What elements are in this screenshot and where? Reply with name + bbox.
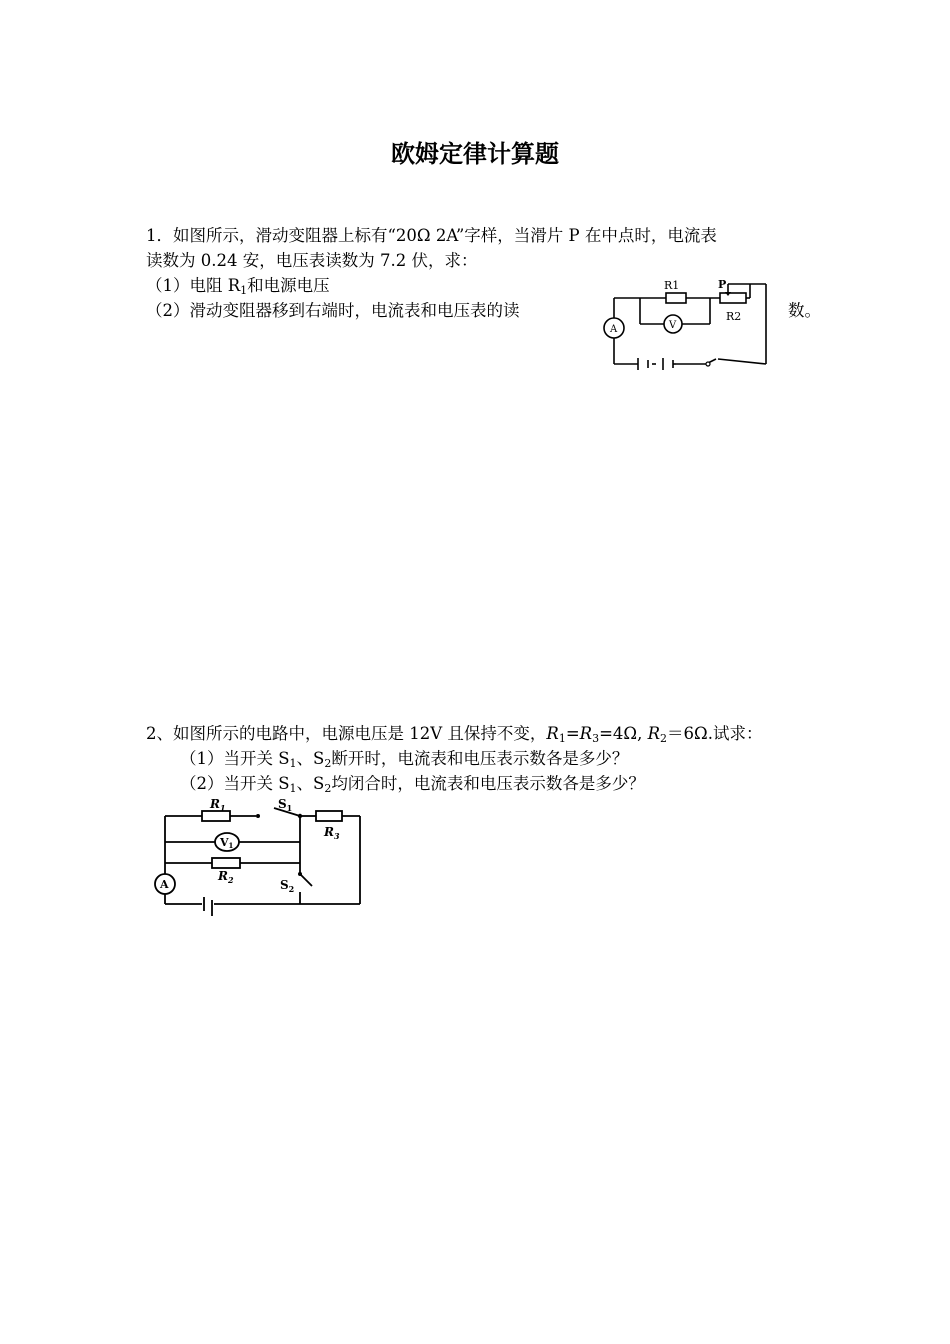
q1-resistor-r1 — [666, 293, 686, 303]
q2-label-r3: $R_3$ — [324, 825, 340, 841]
q2-resistor-r3 — [316, 811, 342, 821]
q2-label-v1: V1 — [220, 836, 234, 850]
q2-item2: （2）当开关 $S_1$、$S_2$均闭合时，电流表和电压表示数各是多少？ — [180, 774, 645, 795]
page-title: 欧姆定律计算题 — [391, 140, 559, 168]
q2-item1: （1）当开关 $S_1$、$S_2$断开时，电流表和电压表示数各是多少？ — [180, 749, 629, 770]
q1-label-p: P — [718, 278, 727, 291]
q2-label-r2: $R_2$ — [218, 869, 234, 885]
q1-line1: 1．如图所示，滑动变阻器上标有“20Ω 2A”字样，当滑片 P 在中点时，电流表 — [146, 226, 717, 245]
q2-circuit-diagram — [148, 798, 368, 918]
q2-resistor-r2 — [212, 858, 240, 868]
q1-label-r1: R1 — [664, 279, 680, 292]
q2-line1: 2、如图所示的电路中，电源电压是 12V 且保持不变，$R_1=R_3=4\Omega$, $R_2=6\Omega$.试求： — [146, 724, 763, 745]
q2-label-s2: $S_2$ — [280, 878, 295, 894]
q2-label-a: A — [160, 878, 169, 891]
q2-resistor-r1 — [202, 811, 230, 821]
q1-label-r2: R2 — [726, 310, 742, 323]
q1-label-v: V — [669, 320, 677, 331]
q1-item2: （2）滑动变阻器移到右端时，电流表和电压表的读 — [146, 301, 520, 320]
q1-item1: （1）电阻 $R_1$和电源电压 — [146, 276, 330, 297]
q2-label-r1: $R_1$ — [210, 797, 226, 813]
q1-rheostat-r2 — [720, 293, 746, 303]
q2-label-s1: $S_1$ — [278, 797, 293, 813]
q1-line2: 读数为 0.24 安，电压表读数为 7.2 伏，求： — [146, 251, 478, 270]
q1-label-a: A — [610, 324, 618, 335]
q1-item2-tail: 数。 — [788, 301, 821, 320]
q1-circuit-diagram — [600, 280, 775, 375]
